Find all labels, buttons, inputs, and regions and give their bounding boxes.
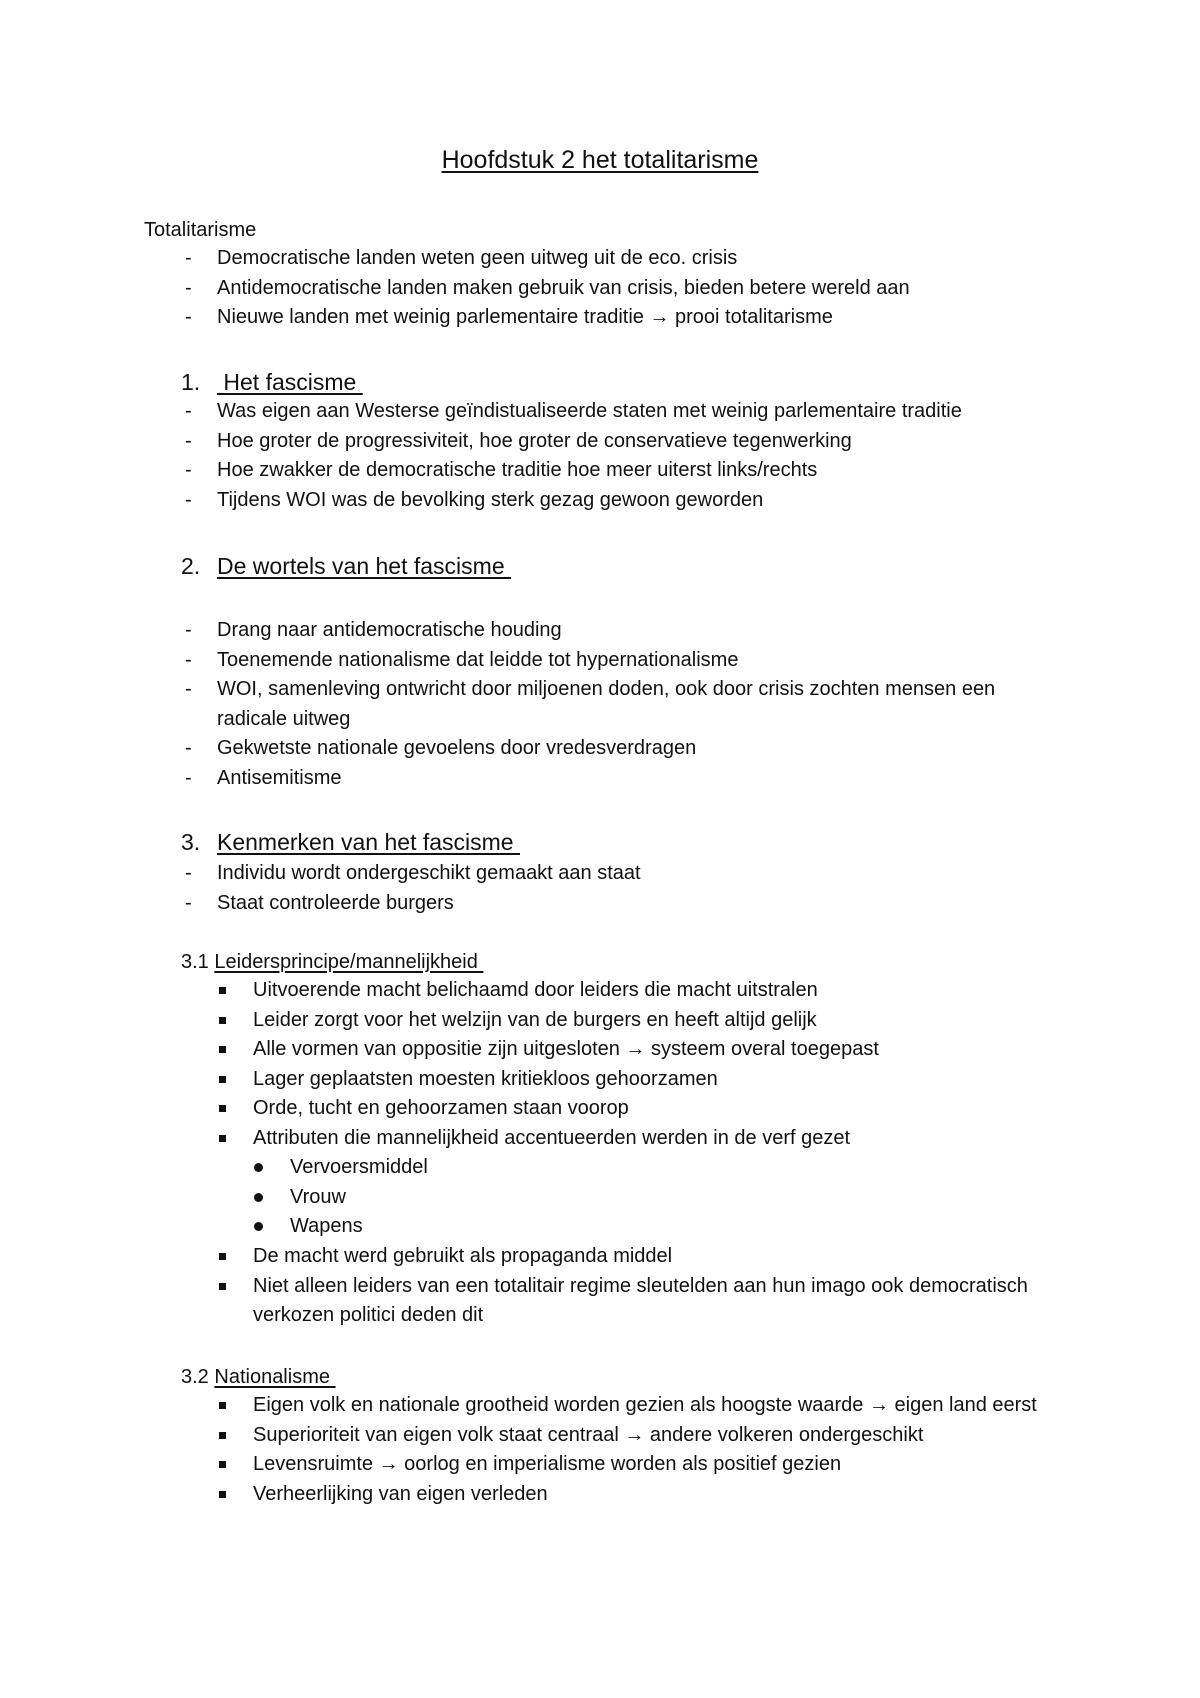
list-item: - Hoe zwakker de democratische traditie hoe meer uiterst links/rechts bbox=[185, 459, 818, 481]
list-item: Superioriteit van eigen volk staat centraal → andere volkeren ondergeschikt bbox=[216, 1421, 1063, 1451]
list-item: Uitvoerende macht belichaamd door leiders die macht uitstralen bbox=[216, 976, 1063, 1006]
list-item: - Gekwetste nationale gevoelens door vredesverdragen bbox=[185, 737, 697, 759]
list-item: - Staat controleerde burgers bbox=[185, 891, 454, 914]
list-item: - WOI, samenleving ontwricht door miljoenen doden, ook door crisis zochten mensen een radicale uitweg bbox=[185, 678, 996, 730]
list-item: Orde, tucht en gehoorzamen staan voorop bbox=[216, 1094, 1063, 1124]
list-item: - Drang naar antidemocratische houding bbox=[185, 619, 562, 641]
sub31-list bbox=[216, 976, 1063, 1153]
list-item: Levensruimte → oorlog en imperialisme worden als positief gezien bbox=[216, 1450, 1063, 1480]
sub31-sublist bbox=[252, 1153, 428, 1242]
list-item: De macht werd gebruikt als propaganda middel bbox=[216, 1242, 1063, 1272]
list-item: - Toenemende nationalisme dat leidde tot hypernationalisme bbox=[185, 648, 739, 671]
intro-heading: Totalitarisme bbox=[144, 219, 257, 241]
list-item: Vervoersmiddel bbox=[252, 1153, 428, 1183]
subsection-heading: 3.2 Nationalisme bbox=[181, 1366, 336, 1388]
list-item: - Was eigen aan Westerse geïndistualiseerde staten met weinig parlementaire traditie bbox=[185, 400, 962, 422]
list-item: - Democratische landen weten geen uitweg uit de eco. crisis bbox=[185, 247, 738, 269]
list-item: - Individu wordt ondergeschikt gemaakt aan staat bbox=[185, 862, 641, 884]
list-item: - Nieuwe landen met weinig parlementaire traditie → prooi totalitarisme bbox=[185, 306, 833, 328]
sub31-list-continued bbox=[216, 1242, 1063, 1331]
list-item: - Hoe groter de progressiviteit, hoe groter de conservatieve tegenwerking bbox=[185, 429, 852, 452]
document-page: Hoofdstuk 2 het totalitarisme Totalitarisme - Democratische landen weten geen uitweg uit de eco. crisis - Antidemocratische landen maken gebruik van crisis, bieden betere wereld aan - Nieuwe landen met weinig parlementaire traditie → prooi totalitarisme 1. Het fascisme - Was eigen aan Westerse geïndistualiseerde staten met weinig parlementaire traditie - Hoe groter de progressiviteit, hoe groter de conservatieve tegenwerking - Hoe zwakker de democratische traditie hoe meer uiterst links/rechts - Tijdens WOI was de bevolking sterk gezag gewoon geworden 2. De wortels van het fascisme - Drang naar antidemocratische houding - Toenemende nationalisme dat leidde tot hypernationalisme - WOI, samenleving ontwricht door miljoenen doden, ook door crisis zochten mensen een radicale uitweg - Gekwetste nationale gevoelens door vredesverdragen - Antisemitisme 3. Kenmerken van het fascisme - Individu wordt ondergeschikt gemaakt aan staat - Staat controleerde burgers 3.1 Leidersprincipe/mannelijkheid Uitvoerende macht belichaamd door leiders die macht uitstralen Leider zorgt voor het welzijn van de burgers en heeft altijd gelijk Alle vormen van oppositie zijn uitgesloten → systeem overal toegepast Lager geplaatsten moesten kritiekloos gehoorzamen Orde, tucht en gehoorzamen staan voorop Attributen die mannelijkheid accentueerden werden in de verf gezet Vervoersmiddel Vrouw Wapens De macht werd gebruikt als propaganda middel Niet alleen leiders van een totalitair regime sleutelden aan hun imago ook democratisch verkozen politici deden dit 3.2 Nationalisme Eigen volk en nationale grootheid worden gezien als hoogste waarde → eigen land eerst Superioriteit van eigen volk staat centraal → andere volkeren ondergeschikt Levensruimte → oorlog en imperialisme worden als positief gezien Verheerlijking van eigen verleden bbox=[0, 0, 1200, 1698]
list-item: Attributen die mannelijkheid accentueerden werden in de verf gezet bbox=[216, 1124, 1063, 1154]
list-item: - Tijdens WOI was de bevolking sterk gezag gewoon geworden bbox=[185, 488, 764, 511]
document-title: Hoofdstuk 2 het totalitarisme bbox=[441, 146, 759, 174]
section2-list bbox=[181, 616, 1057, 793]
list-item: Verheerlijking van eigen verleden bbox=[216, 1480, 1063, 1510]
section1-list bbox=[181, 397, 1057, 515]
list-item: - Antidemocratische landen maken gebruik van crisis, bieden betere wereld aan bbox=[185, 276, 910, 299]
intro-list bbox=[181, 244, 1057, 333]
list-item: Wapens bbox=[252, 1212, 428, 1242]
list-item: Vrouw bbox=[252, 1183, 428, 1213]
list-item: Eigen volk en nationale grootheid worden gezien als hoogste waarde → eigen land eerst bbox=[216, 1391, 1063, 1421]
list-item: Alle vormen van oppositie zijn uitgesloten → systeem overal toegepast bbox=[216, 1035, 1063, 1065]
list-item: - Antisemitisme bbox=[185, 766, 342, 789]
sub32-list bbox=[216, 1391, 1063, 1509]
list-item: Lager geplaatsten moesten kritiekloos gehoorzamen bbox=[216, 1065, 1063, 1095]
list-item: Niet alleen leiders van een totalitair regime sleutelden aan hun imago ook democratisch verkozen politici deden dit bbox=[216, 1272, 1063, 1331]
section3-list bbox=[181, 859, 1057, 918]
subsection-heading: 3.1 Leidersprincipe/mannelijkheid bbox=[181, 951, 484, 973]
list-item: Leider zorgt voor het welzijn van de burgers en heeft altijd gelijk bbox=[216, 1006, 1063, 1036]
